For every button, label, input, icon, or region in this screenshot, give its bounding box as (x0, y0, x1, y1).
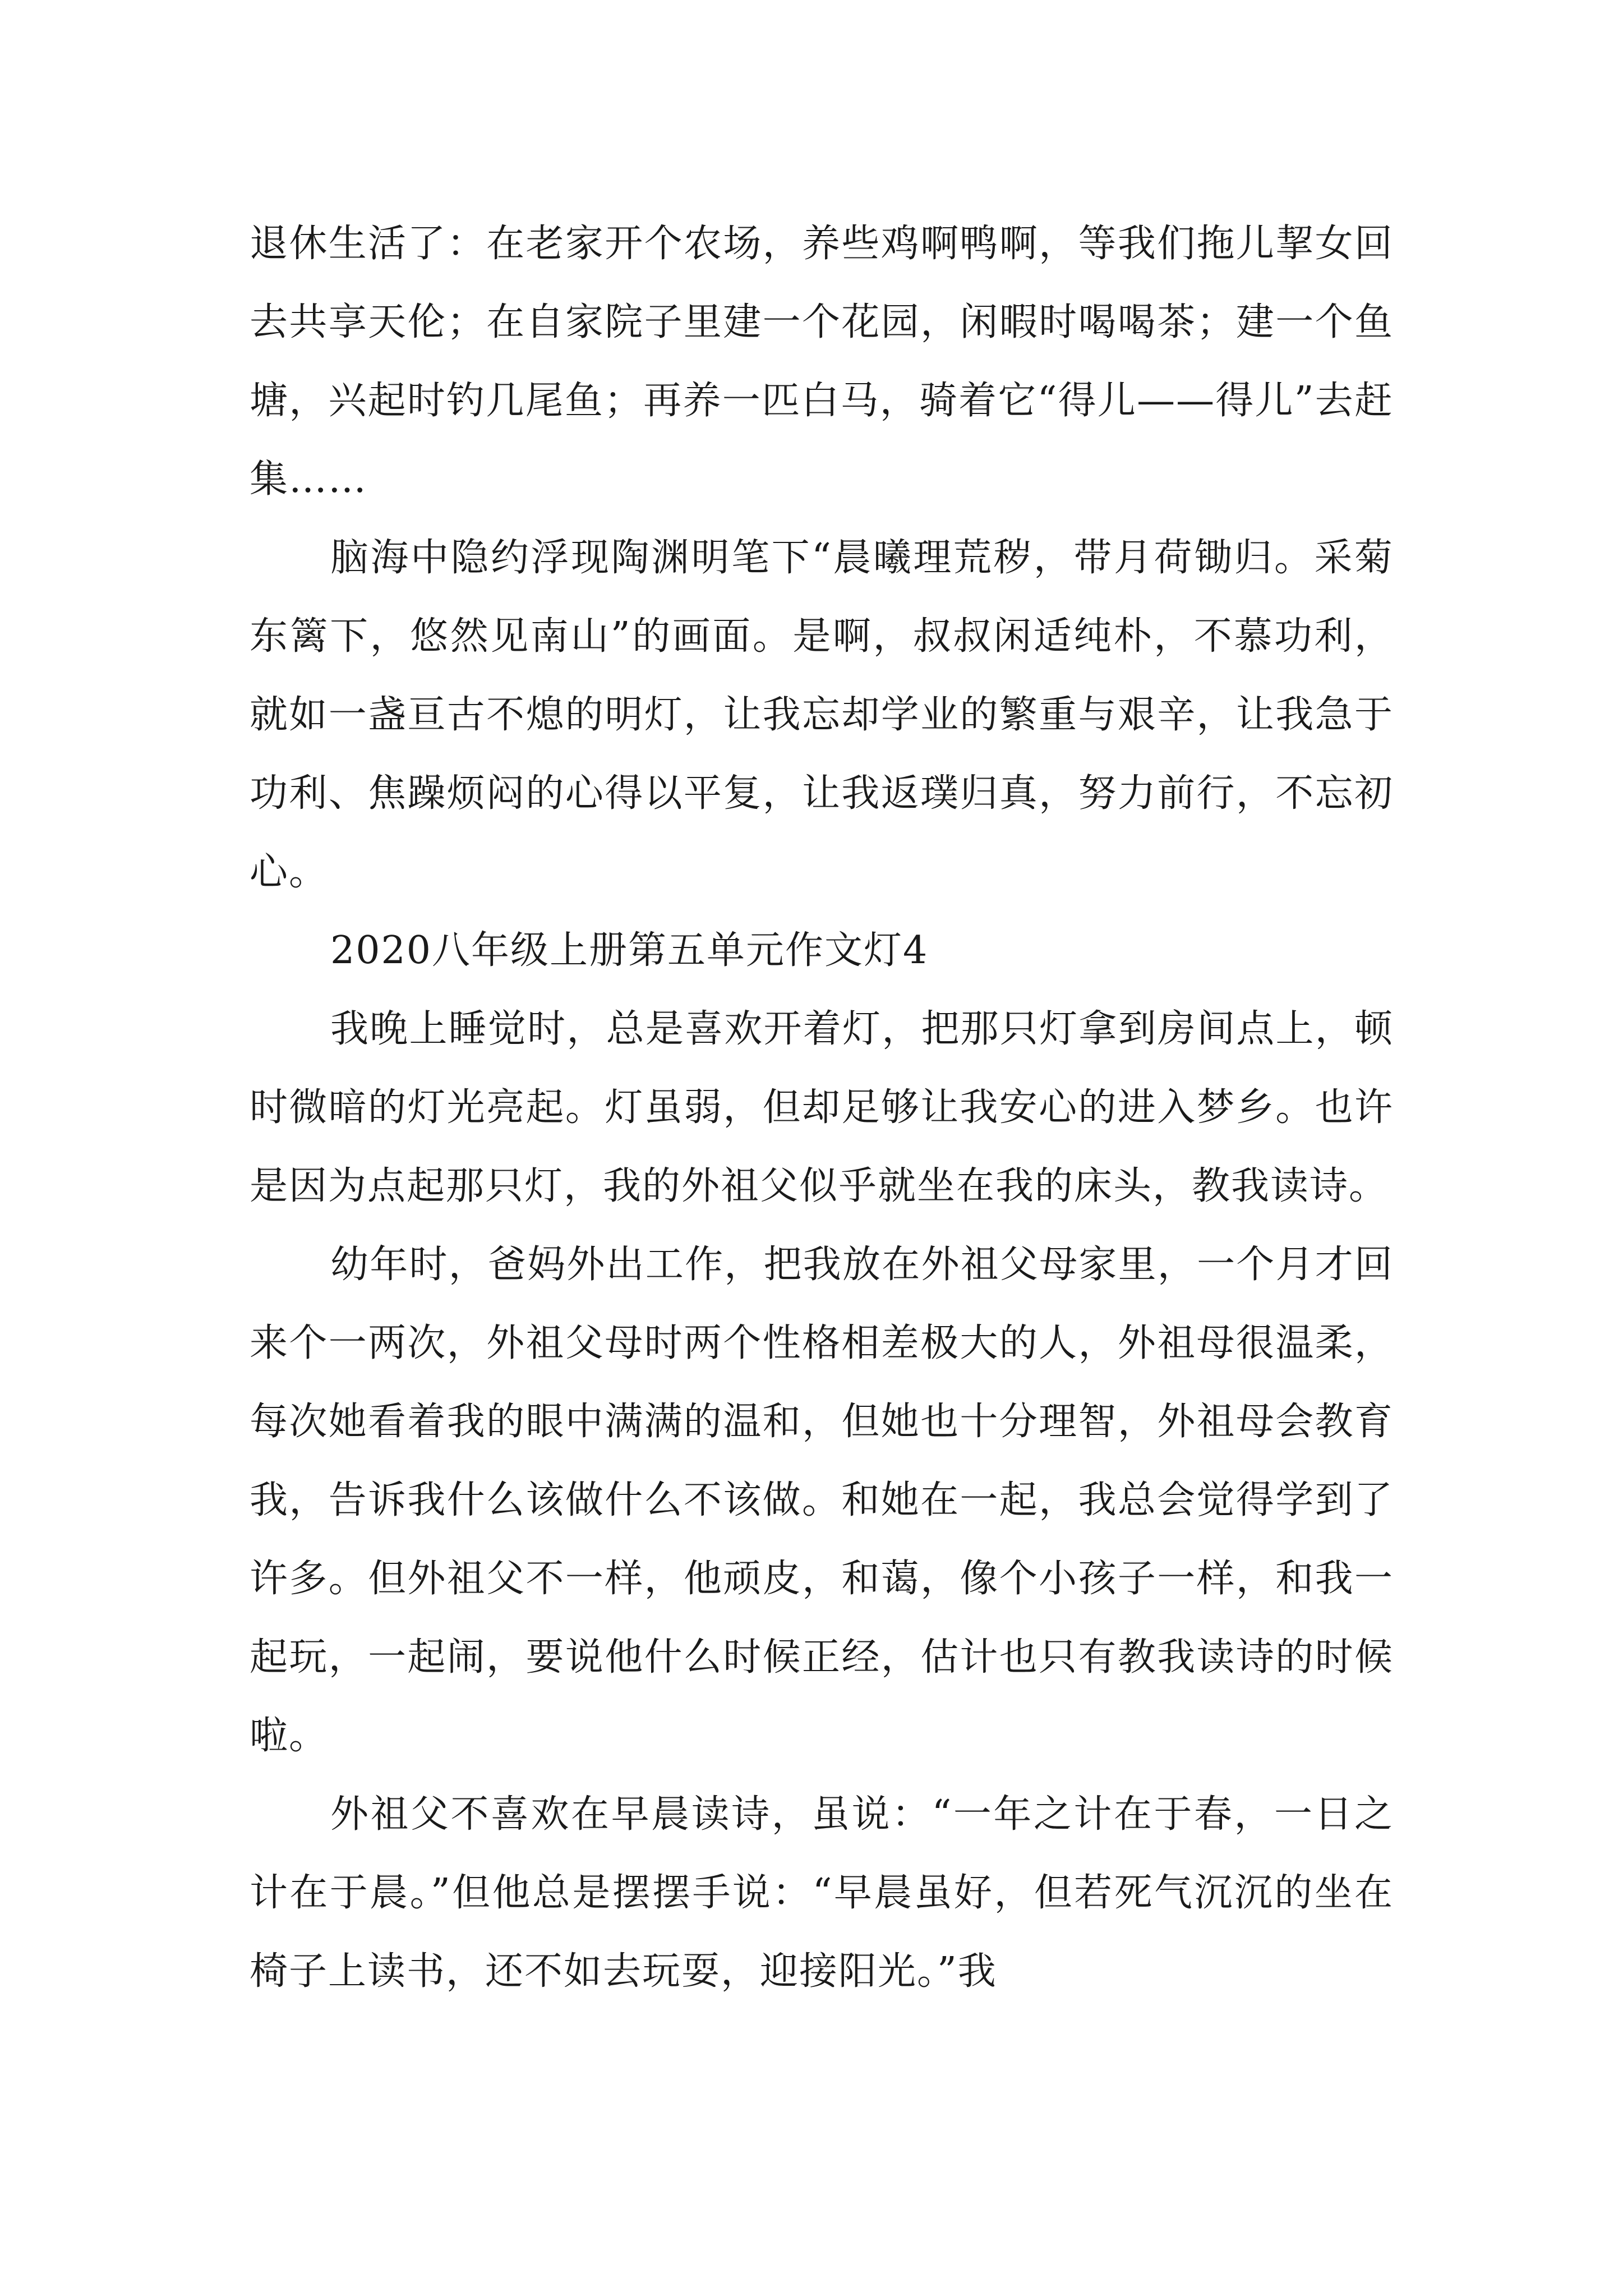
document-body (250, 205, 1394, 2011)
paragraph-poetry-morning: 外祖父不喜欢在早晨读诗，虽说：“一年之计在于春，一日之计在于晨。”但他总是摆摆手说：“早晨虽好，但若死气沉沉的坐在椅子上读书，还不如去玩耍，迎接阳光。”我 (250, 1792, 1394, 1994)
paragraph-childhood: 幼年时，爸妈外出工作，把我放在外祖父母家里，一个月才回来个一两次，外祖父母时两个性格相差极大的人，外祖母很温柔，每次她看着我的眼中满满的温和，但她也十分理智，外祖母会教育我，告诉我什么该做什么不该做。和她在一起，我总会觉得学到了许多。但外祖父不一样，他顽皮，和蔼，像个小孩子一样，和我一起玩，一起闹，要说他什么时候正经，估计也只有教我读诗的时候啦。 (250, 1243, 1394, 1758)
paragraph-lamp-intro: 我晚上睡觉时，总是喜欢开着灯，把那只灯拿到房间点上，顿时微暗的灯光亮起。灯虽弱，但却足够让我安心的进入梦乡。也许是因为点起那只灯，我的外祖父似乎就坐在我的床头，教我读诗。 (250, 1007, 1394, 1208)
paragraph-continuation: 退休生活了：在老家开个农场，养些鸡啊鸭啊，等我们拖儿挈女回去共享天伦；在自家院子里建一个花园，闲暇时喝喝茶；建一个鱼塘，兴起时钓几尾鱼；再养一匹白马，骑着它“得儿——得儿”去赶集…… (250, 222, 1394, 501)
essay-heading: 2020八年级上册第五单元作文灯4 (330, 928, 929, 973)
paragraph-reflection: 脑海中隐约浮现陶渊明笔下“晨曦理荒秽，带月荷锄归。采菊东篱下，悠然见南山”的画面。是啊，叔叔闲适纯朴，不慕功利，就如一盏亘古不熄的明灯，让我忘却学业的繁重与艰辛，让我急于功利、焦躁烦闷的心得以平复，让我返璞归真，努力前行，不忘初心。 (250, 536, 1394, 894)
